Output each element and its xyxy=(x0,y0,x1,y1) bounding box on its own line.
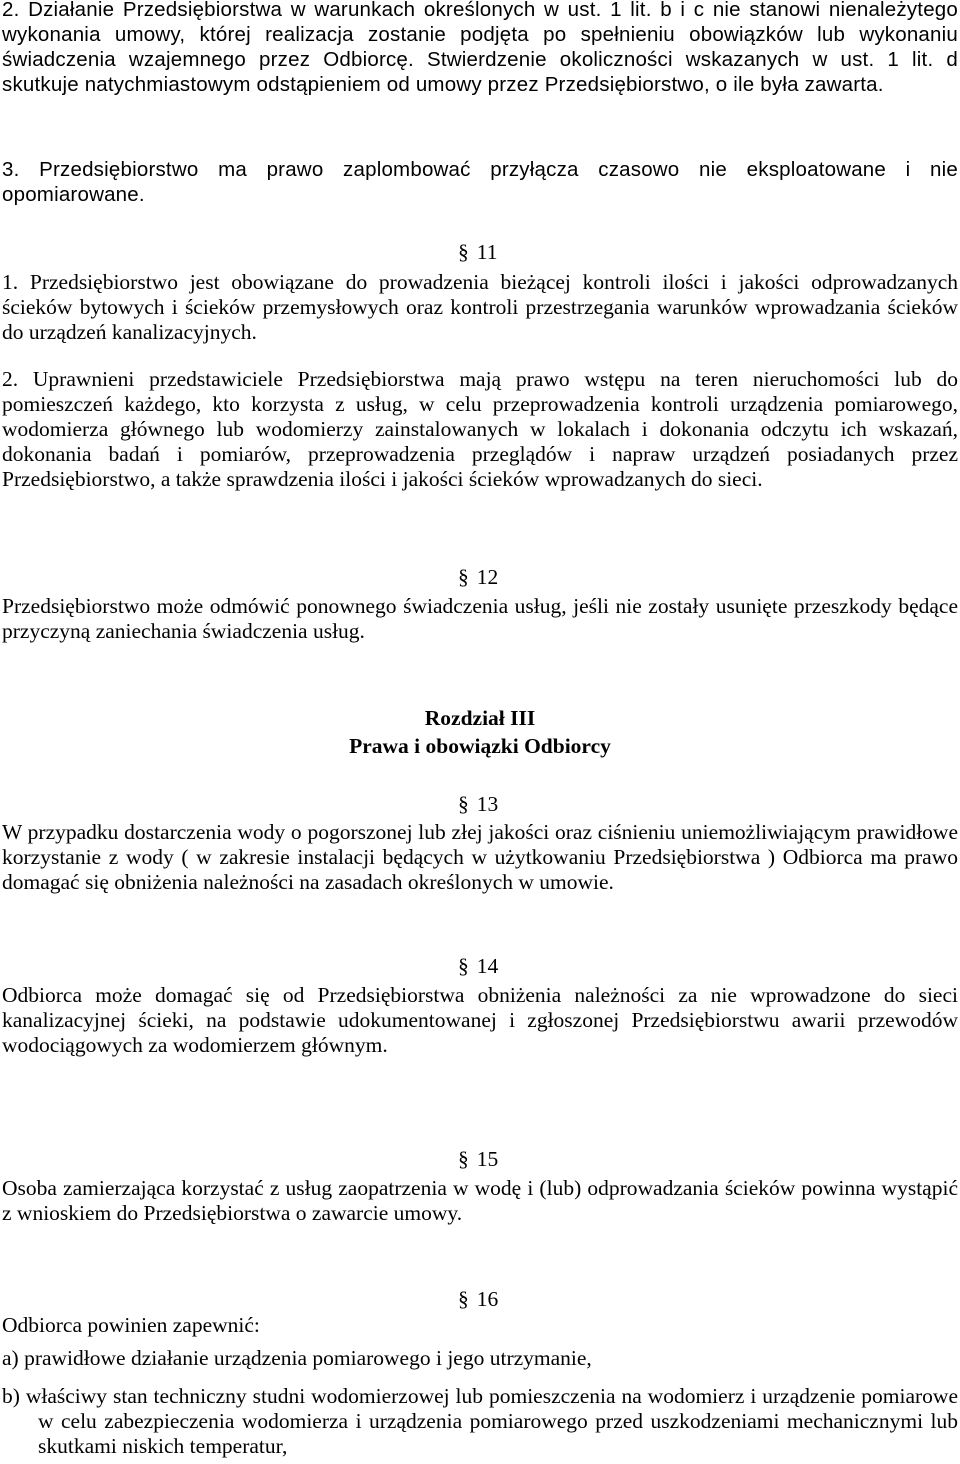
section-number: 15 xyxy=(476,1147,499,1171)
section-sign: § xyxy=(458,1147,469,1171)
section-16-item-a: a) prawidłowe działanie urządzenia pomiarowego i jego utrzymanie, xyxy=(2,1346,592,1370)
section-11-point-2: 2. Uprawnieni przedstawiciele Przedsiębiorstwa mają prawo wstępu na teren nieruchomości lub do pomieszczeń każdego, kto korzysta z usług, w celu przeprowadzenia kontroli urządzenia pomiarowego, wodomierza głównego lub wodomierzy zainstalowanych w lokalach i dokonania odczytu ich wskazań, dokonania badań i pomiarów, przeprowadzenia przeglądów i napraw urządzeń posiadanych przez Przedsiębiorstwo, a także sprawdzenia ilości i jakości ścieków wprowadzanych do sieci. xyxy=(2,367,958,491)
section-15-text: Osoba zamierzająca korzystać z usług zaopatrzenia w wodę i (lub) odprowadzania ścieków powinna wystąpić z wnioskiem do Przedsiębiorstwa o zawarcie umowy. xyxy=(2,1176,958,1225)
section-heading-13 xyxy=(458,792,498,817)
section-sign: § xyxy=(458,1287,469,1311)
chapter-title: Rozdział III xyxy=(424,706,536,730)
section-11-point-1: 1. Przedsiębiorstwo jest obowiązane do prowadzenia bieżącej kontroli ilości i jakości odprowadzanych ścieków bytowych i ścieków przemysłowych oraz kontroli przestrzegania warunków wprowadzania ścieków do urządzeń kanalizacyjnych. xyxy=(2,270,958,344)
paragraph-3: 3. Przedsiębiorstwo ma prawo zaplombować przyłącza czasowo nie eksploatowane i nie opomiarowane. xyxy=(2,158,958,206)
section-heading-14 xyxy=(458,954,498,979)
section-14-text: Odbiorca może domagać się od Przedsiębiorstwa obniżenia należności za nie wprowadzone do sieci kanalizacyjnej ścieki, na podstawie udokumentowanej i zgłoszonej Przedsiębiorstwu awarii przewodów wodociągowych za wodomierzem głównym. xyxy=(2,983,958,1057)
section-number: 12 xyxy=(476,565,499,589)
section-sign: § xyxy=(458,240,469,264)
section-sign: § xyxy=(458,792,469,816)
section-heading-15 xyxy=(458,1147,498,1172)
section-sign: § xyxy=(458,565,469,589)
section-13-text: W przypadku dostarczenia wody o pogorszonej lub złej jakości oraz ciśnieniu uniemożliwiającym prawidłowe korzystanie z wody ( w zakresie instalacji będących w użytkowaniu Przedsiębiorstwa ) Odbiorca ma prawo domagać się obniżenia należności na zasadach określonych w umowie. xyxy=(2,820,958,894)
section-16-intro: Odbiorca powinien zapewnić: xyxy=(2,1313,260,1337)
section-number: 14 xyxy=(476,954,499,978)
section-16-item-b: b) właściwy stan techniczny studni wodomierzowej lub pomieszczenia na wodomierz i urządzenie pomiarowe w celu zabezpieczenia wodomierza i urządzenia pomiarowego przed uszkodzeniami mechanicznymi lub skutkami niskich temperatur, xyxy=(2,1384,958,1458)
section-number: 11 xyxy=(476,240,498,264)
chapter-subtitle: Prawa i obowiązki Odbiorcy xyxy=(349,734,611,758)
section-heading-12 xyxy=(458,565,498,590)
section-number: 16 xyxy=(476,1287,499,1311)
paragraph-2: 2. Działanie Przedsiębiorstwa w warunkach określonych w ust. 1 lit. b i c nie stanowi nienależytego wykonania umowy, której realizacja zostanie podjęta po spełnieniu obowiązków lub wykonaniu świadczenia wzajemnego przez Odbiorcę. Stwierdzenie okoliczności wskazanych w ust. 1 lit. d skutkuje natychmiastowym odstąpieniem od umowy przez Przedsiębiorstwo, o ile była zawarta. xyxy=(2,0,958,96)
section-heading-16 xyxy=(458,1287,498,1312)
section-heading-11 xyxy=(458,240,497,265)
section-number: 13 xyxy=(476,792,499,816)
section-12-text: Przedsiębiorstwo może odmówić ponownego świadczenia usług, jeśli nie zostały usunięte przeszkody będące przyczyną zaniechania świadczenia usług. xyxy=(2,594,958,643)
section-sign: § xyxy=(458,954,469,978)
